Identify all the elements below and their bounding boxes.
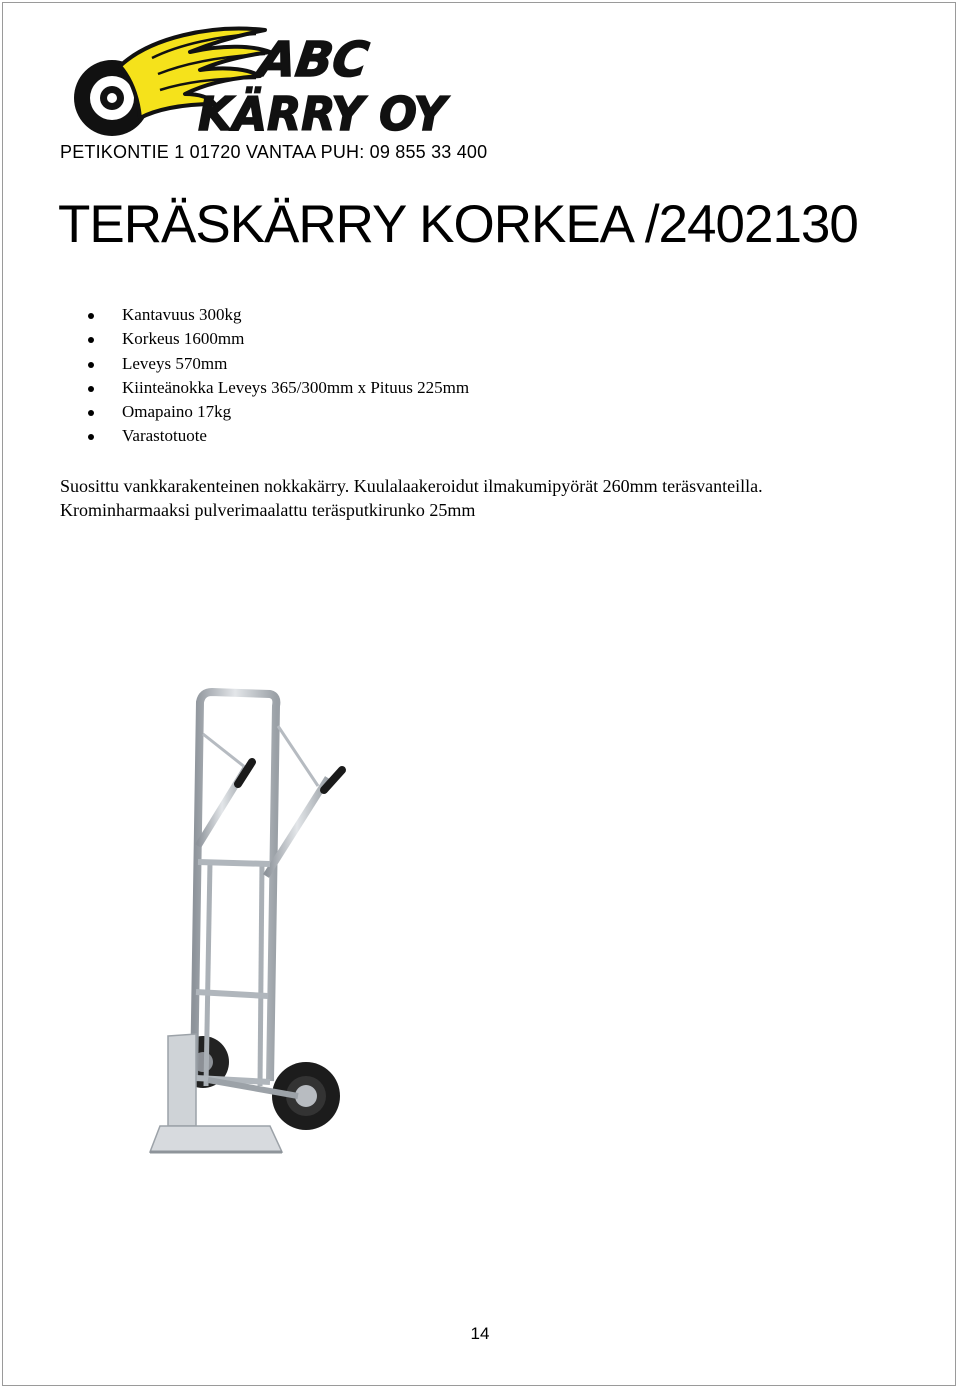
- logo-text-karry-oy: KÄRRY OY: [198, 87, 451, 140]
- description-line: Krominharmaaksi pulverimaalattu teräsputkirunko 25mm: [60, 500, 476, 520]
- bullet-icon: [88, 434, 94, 440]
- description-line: Suosittu vankkarakenteinen nokkakärry. Kuulalaakeroidut ilmakumipyörät 260mm teräsvanteilla.: [60, 476, 763, 496]
- bullet-icon: [88, 362, 94, 368]
- spec-item: [82, 352, 469, 376]
- logo-text-abc: ABC: [255, 32, 372, 88]
- spec-item: [82, 303, 469, 327]
- bullet-icon: [88, 410, 94, 416]
- spec-text: Korkeus 1600mm: [122, 329, 245, 349]
- spec-item: [82, 376, 469, 400]
- product-description: [60, 474, 940, 522]
- spec-item: [82, 400, 469, 424]
- spec-text: Leveys 570mm: [122, 353, 228, 373]
- spec-text: Varastotuote: [122, 426, 207, 446]
- product-title: TERÄSKÄRRY KORKEA /2402130: [58, 195, 858, 254]
- bullet-icon: [88, 313, 94, 319]
- hand-truck-image: [148, 686, 348, 1156]
- bullet-icon: [88, 386, 94, 392]
- page-number: 14: [470, 1324, 490, 1343]
- company-logo: [60, 18, 452, 140]
- spec-list: [82, 303, 469, 449]
- spec-item: [82, 327, 469, 351]
- bullet-icon: [88, 337, 94, 343]
- company-address: PETIKONTIE 1 01720 VANTAA PUH: 09 855 33 400: [60, 142, 488, 162]
- spec-item: [82, 424, 469, 448]
- spec-text: Kiinteänokka Leveys 365/300mm x Pituus 225mm: [122, 377, 470, 397]
- spec-text: Kantavuus 300kg: [122, 305, 242, 324]
- spec-text: Omapaino 17kg: [122, 402, 232, 422]
